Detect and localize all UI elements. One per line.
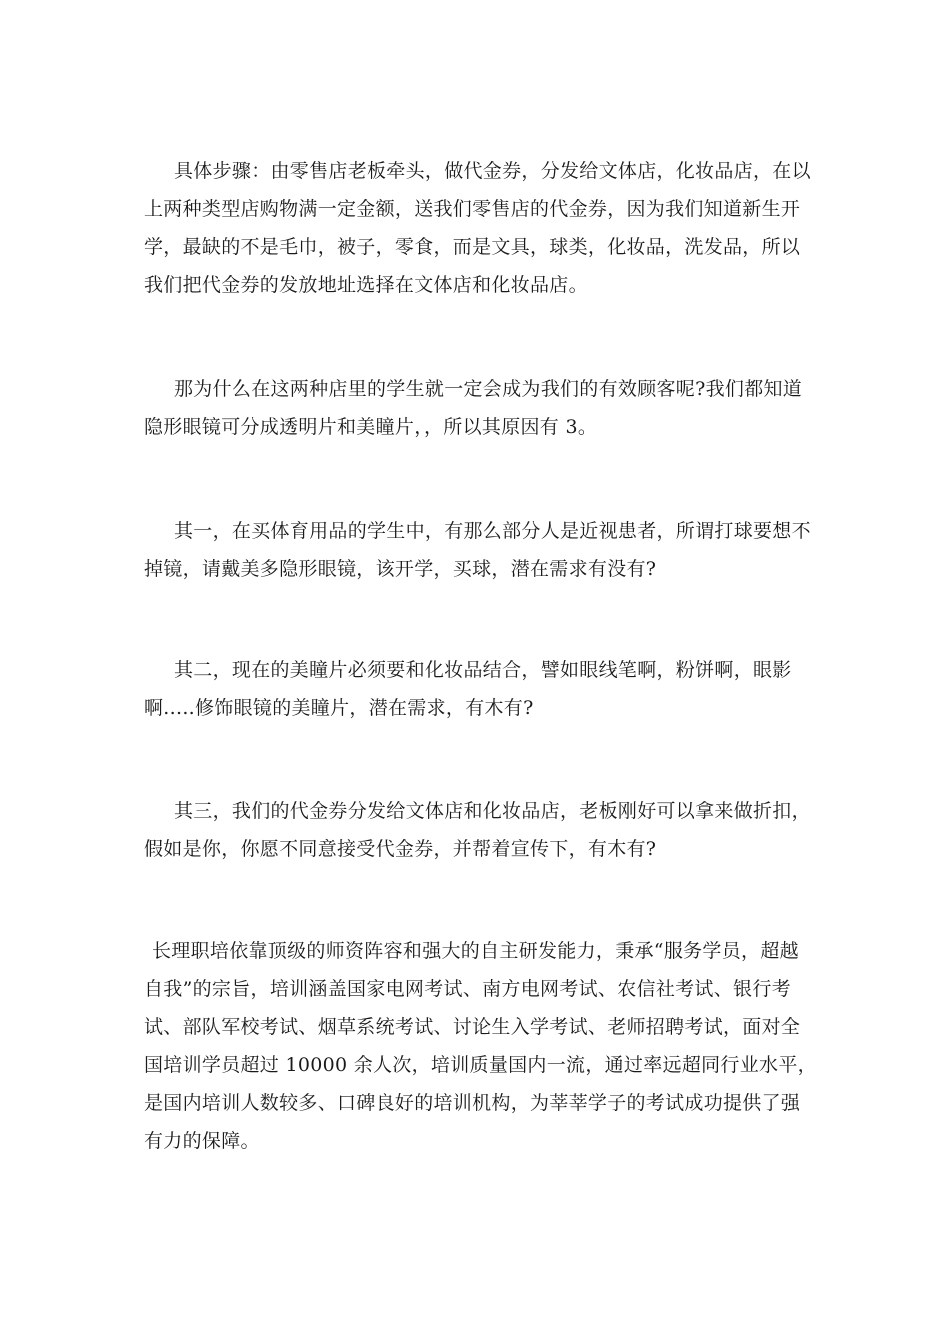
paragraph-reason-one xyxy=(144,512,814,588)
paragraph-line: 是国内培训人数较多、口碑良好的培训机构，为莘莘学子的考试成功提供了强 xyxy=(144,1092,801,1114)
paragraph-line: 长理职培依靠顶级的师资阵容和强大的自主研发能力，秉承“服务学员，超越 xyxy=(152,940,799,962)
paragraph-line: 学，最缺的不是毛巾，被子，零食，而是文具，球类，化妆品，洗发品，所以 xyxy=(144,236,801,258)
paragraph-line: 其三，我们的代金券分发给文体店和化妆品店，老板刚好可以拿来做折扣， xyxy=(174,800,811,822)
paragraph-line: 具体步骤：由零售店老板牵头，做代金券，分发给文体店，化妆品店，在以 xyxy=(174,160,811,182)
paragraph-reason-two xyxy=(144,651,814,727)
paragraph-line: 其一，在买体育用品的学生中，有那么部分人是近视患者，所谓打球要想不 xyxy=(174,520,811,542)
paragraph-line: 上两种类型店购物满一定金额，送我们零售店的代金券，因为我们知道新生开 xyxy=(144,198,801,220)
paragraph-line: 隐形眼镜可分成透明片和美瞳片，，所以其原因有 3。 xyxy=(144,416,598,438)
paragraph-line: 有力的保障。 xyxy=(144,1130,260,1152)
paragraph-line: 其二，现在的美瞳片必须要和化妆品结合，譬如眼线笔啊，粉饼啊，眼影 xyxy=(174,659,792,681)
paragraph-steps xyxy=(144,152,814,304)
paragraph-line: 国培训学员超过 10000 余人次，培训质量国内一流，通过率远超同行业水平， xyxy=(144,1054,817,1076)
paragraph-reason-three xyxy=(144,792,814,868)
paragraph-line: 假如是你，你愿不同意接受代金券，并帮着宣传下，有木有? xyxy=(144,838,657,860)
paragraph-line: 掉镜，请戴美多隐形眼镜，该开学，买球，潜在需求有没有? xyxy=(144,558,657,580)
paragraph-line: 啊.....修饰眼镜的美瞳片，潜在需求，有木有? xyxy=(144,697,534,719)
paragraph-line: 那为什么在这两种店里的学生就一定会成为我们的有效顾客呢?我们都知道 xyxy=(174,378,803,400)
paragraph-line: 我们把代金券的发放地址选择在文体店和化妆品店。 xyxy=(144,274,588,296)
paragraph-training-intro xyxy=(144,932,817,1160)
paragraph-question xyxy=(144,370,814,446)
paragraph-line: 自我”的宗旨，培训涵盖国家电网考试、南方电网考试、农信社考试、银行考 xyxy=(144,978,791,1000)
paragraph-line: 试、部队军校考试、烟草系统考试、讨论生入学考试、老师招聘考试，面对全 xyxy=(144,1016,801,1038)
